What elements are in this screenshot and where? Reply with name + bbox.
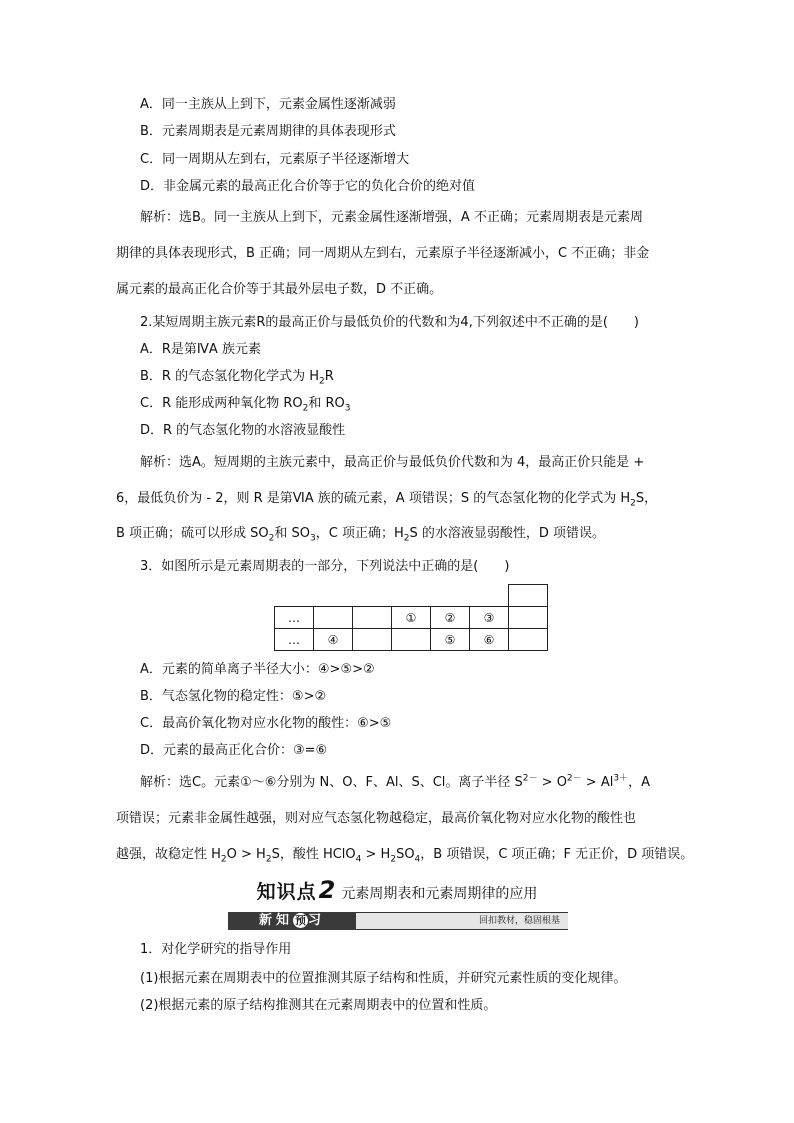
table-cell: ⑥: [470, 629, 509, 651]
periodic-table-fragment: [274, 606, 548, 651]
content-point-1-1: (1)根据元素在周期表中的位置推测其原子结构和性质，并研究元素性质的变化规律。: [140, 971, 627, 986]
q2-option-a: A．R是第ⅣA 族元素: [140, 342, 261, 357]
q2-analysis-line-3: B 项正确；硫可以形成 $SO_2$和 $SO_3$，C 项正确；$H_2S$ 的水溶液显弱酸性，D 项错误。: [116, 526, 606, 544]
q2-option-d: D．R 的气态氢化物的水溶液显酸性: [140, 423, 346, 438]
section-title-sub: 元素周期表和元素周期律的应用: [341, 886, 538, 902]
table-row: [275, 607, 548, 629]
q3-option-c: C．最高价氧化物对应水化物的酸性：⑥>⑤: [140, 716, 392, 731]
table-cell: [509, 629, 548, 651]
q2-analysis-line-2: 6，最低负价为 - 2，则 R 是第ⅥA 族的硫元素，A 项错误；S 的气态氢化物的化学式为 $H_2S$，: [116, 491, 658, 509]
q3-option-b: B．气态氢化物的稳定性：⑤>②: [140, 689, 327, 704]
banner-char: 习: [308, 913, 326, 928]
q1-analysis-line-3: 属元素的最高正化合价等于其最外层电子数，D 不正确。: [116, 282, 443, 297]
q2-analysis-line-1: 解析：选A。短周期的主族元素中，最高正价与最低负价代数和为 4，最高正价只能是 +: [140, 455, 645, 470]
section-heading: [0, 876, 794, 904]
banner-char: 知: [275, 913, 293, 928]
table-cell: [353, 629, 392, 651]
table-cell: [509, 607, 548, 629]
table-row: [275, 629, 548, 651]
q1-option-b: B．元素周期表是元素周期律的具体表现形式: [140, 124, 396, 139]
content-point-1: 1．对化学研究的指导作用: [140, 942, 292, 957]
q2-option-c: C．R 能形成两种氧化物 $RO_2$和 $RO_3$: [140, 396, 351, 414]
table-cell: ①: [392, 607, 431, 629]
section-title-number: 2: [318, 876, 336, 904]
q1-analysis-line-2: 期律的具体表现形式，B 正确；同一周期从左到右，元素原子半径逐渐减小，C 不正确；非金: [116, 246, 650, 261]
table-cell: …: [275, 607, 314, 629]
table-cell: …: [275, 629, 314, 651]
table-cell: ③: [470, 607, 509, 629]
table-cell: [353, 607, 392, 629]
q3-stem: 3．如图所示是元素周期表的一部分，下列说法中正确的是( ): [140, 559, 510, 574]
q1-option-c: C．同一周期从左到右，元素原子半径逐渐增大: [140, 152, 410, 167]
table-cell: ②: [431, 607, 470, 629]
q3-analysis-line-3: 越强，故稳定性 $H_2O > H_2S$，酸性 HClO$_4$ > $H_2SO_4$，B 项错误，C 项正确；F 无正价，D 项错误。: [116, 847, 694, 865]
table-cell: ⑤: [431, 629, 470, 651]
content-point-1-2: (2)根据元素的原子结构推测其在元素周期表中的位置和性质。: [140, 998, 497, 1013]
q1-option-a: A．同一主族从上到下，元素金属性逐渐减弱: [140, 97, 396, 112]
table-cell: [314, 607, 353, 629]
banner-tab: [228, 912, 356, 930]
section-banner: [228, 912, 568, 930]
q3-option-a: A．元素的简单离子半径大小：④>⑤>②: [140, 662, 375, 677]
banner-side-text: 回扣教材，稳固根基: [478, 916, 560, 926]
q2-stem: 2.某短周期主族元素R的最高正价与最低负价的代数和为4,下列叙述中不正确的是( ): [140, 315, 639, 330]
q3-analysis-line-1: 解析：选C。元素①～⑥分别为 N、O、F、Al、S、Cl。离子半径 $S^{2-} > O^{2-} > Al^{3+}$，A: [140, 773, 650, 790]
q3-option-d: D．元素的最高正化合价：③=⑥: [140, 743, 328, 758]
table-cell: [392, 629, 431, 651]
periodic-table-extra-cell: [508, 584, 548, 606]
banner-char: 新: [258, 913, 276, 928]
banner-char-circled: 预: [295, 914, 306, 927]
table-cell: ④: [314, 629, 353, 651]
q1-analysis-line-1: 解析：选B。同一主族从上到下，元素金属性逐渐增强，A 不正确；元素周期表是元素周: [140, 210, 643, 225]
q2-option-b: B．R 的气态氢化物化学式为 $H_2R$: [140, 369, 334, 387]
q3-analysis-line-2: 项错误；元素非金属性越强，则对应气态氢化物越稳定，最高价氧化物对应水化物的酸性也: [116, 811, 637, 826]
q1-option-d: D．非金属元素的最高正化合价等于它的负化合价的绝对值: [140, 179, 476, 194]
section-title-main: 知识点: [256, 881, 317, 903]
